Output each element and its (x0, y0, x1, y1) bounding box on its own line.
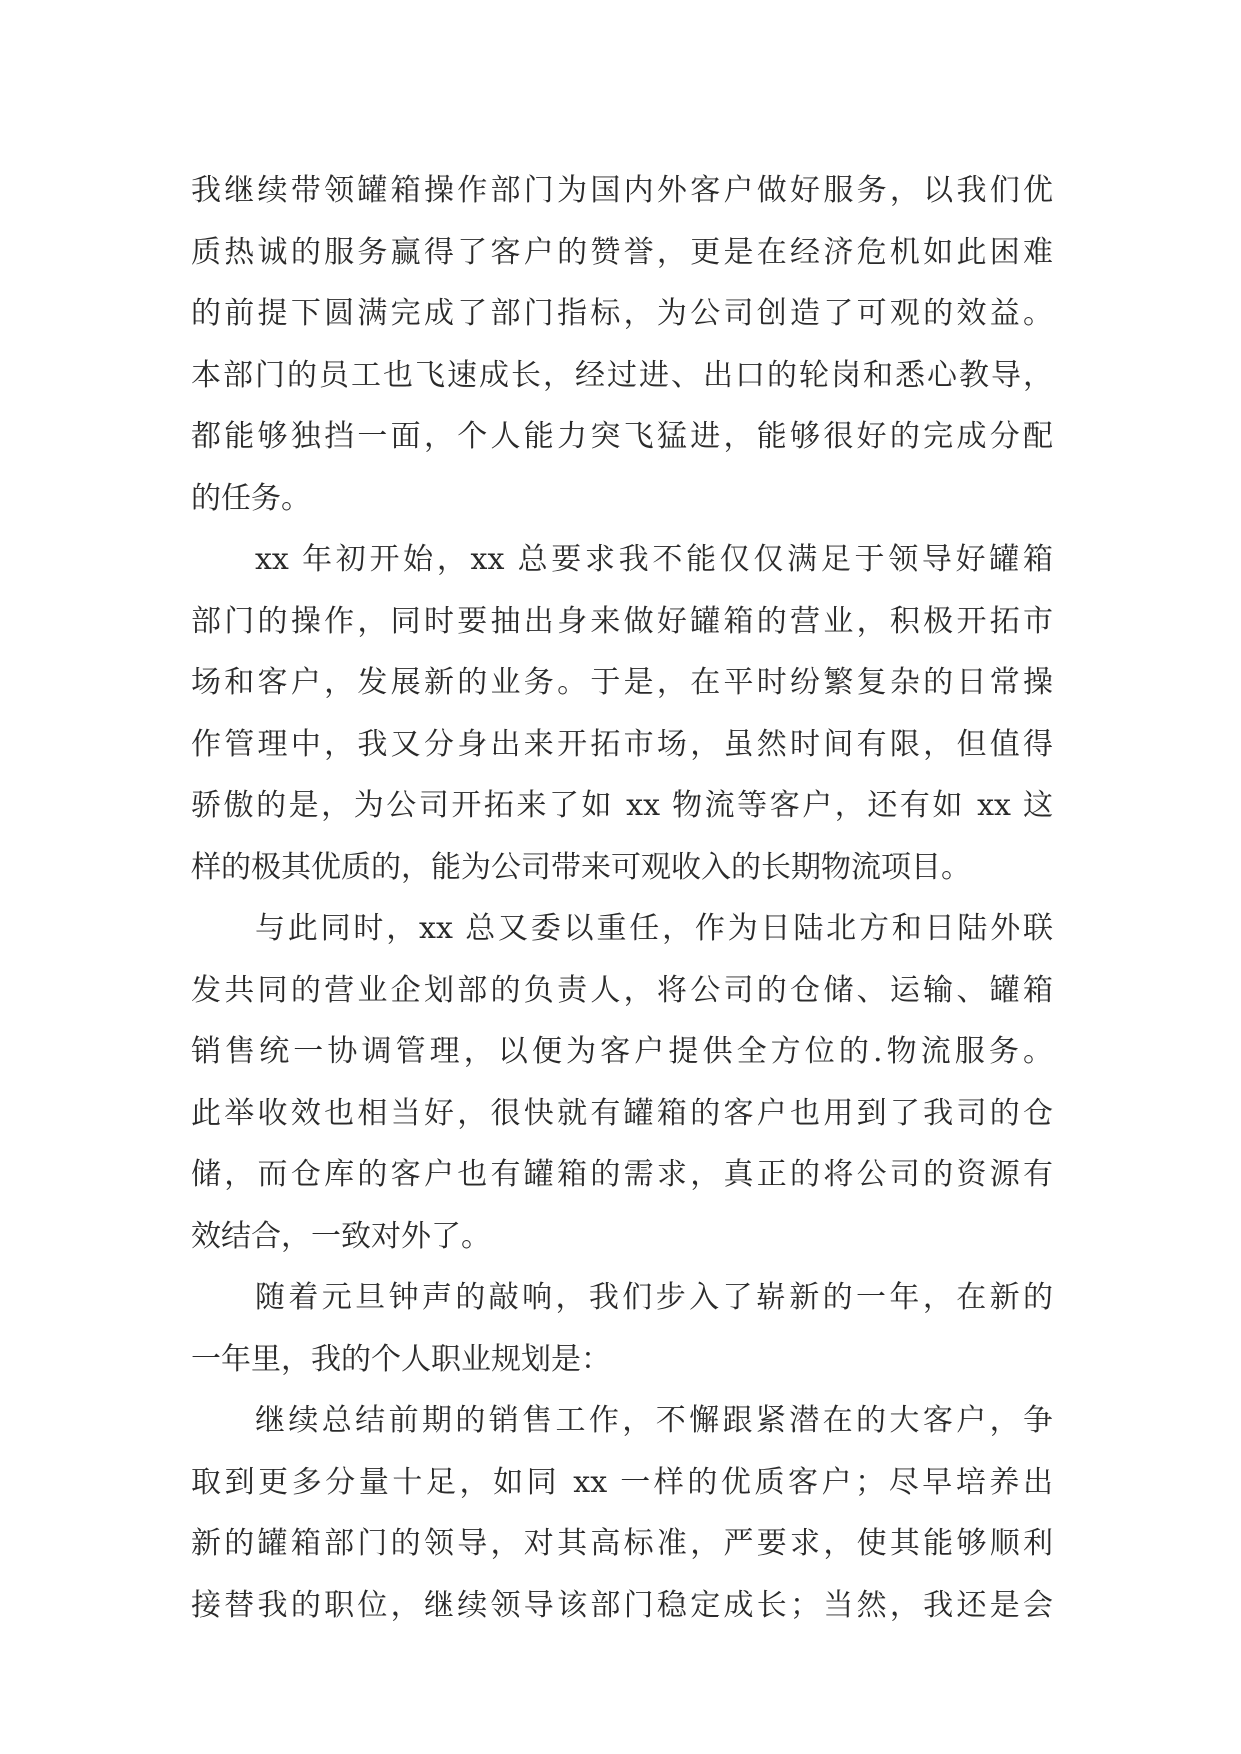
text-line: 场和客户，发展新的业务。于是，在平时纷繁复杂的日常操 (191, 665, 1053, 700)
paragraph (191, 160, 1053, 529)
text-line: 的前提下圆满完成了部门指标，为公司创造了可观的效益。 (191, 296, 1053, 331)
text-line: 我继续带领罐箱操作部门为国内外客户做好服务，以我们优 (191, 173, 1053, 208)
paragraph (191, 1390, 1053, 1636)
text-line: 与此同时，xx 总又委以重任，作为日陆北方和日陆外联 (255, 911, 1053, 946)
text-line: 继续总结前期的销售工作，不懈跟紧潜在的大客户，争 (255, 1403, 1053, 1438)
text-line: 部门的操作，同时要抽出身来做好罐箱的营业，积极开拓市 (191, 603, 1053, 639)
text-line: 新的罐箱部门的领导，对其高标准，严要求，使其能够顺利 (191, 1526, 1053, 1561)
text-line: 本部门的员工也飞速成长，经过进、出口的轮岗和悉心教导， (191, 357, 1053, 393)
text-line: 样的极其优质的，能为公司带来可观收入的长期物流项目。 (191, 849, 971, 885)
text-line: 效结合，一致对外了。 (191, 1218, 491, 1254)
text-line: 一年里，我的个人职业规划是： (191, 1341, 611, 1377)
text-line: 骄傲的是，为公司开拓来了如 xx 物流等客户，还有如 xx 这 (191, 788, 1053, 823)
text-line: 都能够独挡一面，个人能力突飞猛进，能够很好的完成分配 (191, 419, 1053, 454)
text-line: 储，而仓库的客户也有罐箱的需求，真正的将公司的资源有 (191, 1157, 1053, 1192)
text-line: 质热诚的服务赢得了客户的赞誉，更是在经济危机如此困难 (191, 234, 1053, 270)
text-line: 销售统一协调管理，以便为客户提供全方位的.物流服务。 (191, 1034, 1053, 1069)
text-line: 取到更多分量十足，如同 xx 一样的优质客户；尽早培养出 (191, 1464, 1053, 1500)
text-line: 的任务。 (191, 480, 311, 516)
text-line: 发共同的营业企划部的负责人，将公司的仓储、运输、罐箱 (191, 972, 1053, 1008)
paragraph (191, 529, 1053, 898)
text-line: xx 年初开始，xx 总要求我不能仅仅满足于领导好罐箱 (255, 542, 1053, 577)
document-body (191, 160, 1053, 1636)
text-line: 随着元旦钟声的敲响，我们步入了崭新的一年，在新的 (255, 1280, 1053, 1315)
text-line: 作管理中，我又分身出来开拓市场，虽然时间有限，但值得 (191, 726, 1053, 762)
text-line: 接替我的职位，继续领导该部门稳定成长；当然，我还是会 (191, 1587, 1053, 1623)
paragraph (191, 1267, 1053, 1390)
text-line: 此举收效也相当好，很快就有罐箱的客户也用到了我司的仓 (191, 1095, 1053, 1131)
paragraph (191, 898, 1053, 1267)
